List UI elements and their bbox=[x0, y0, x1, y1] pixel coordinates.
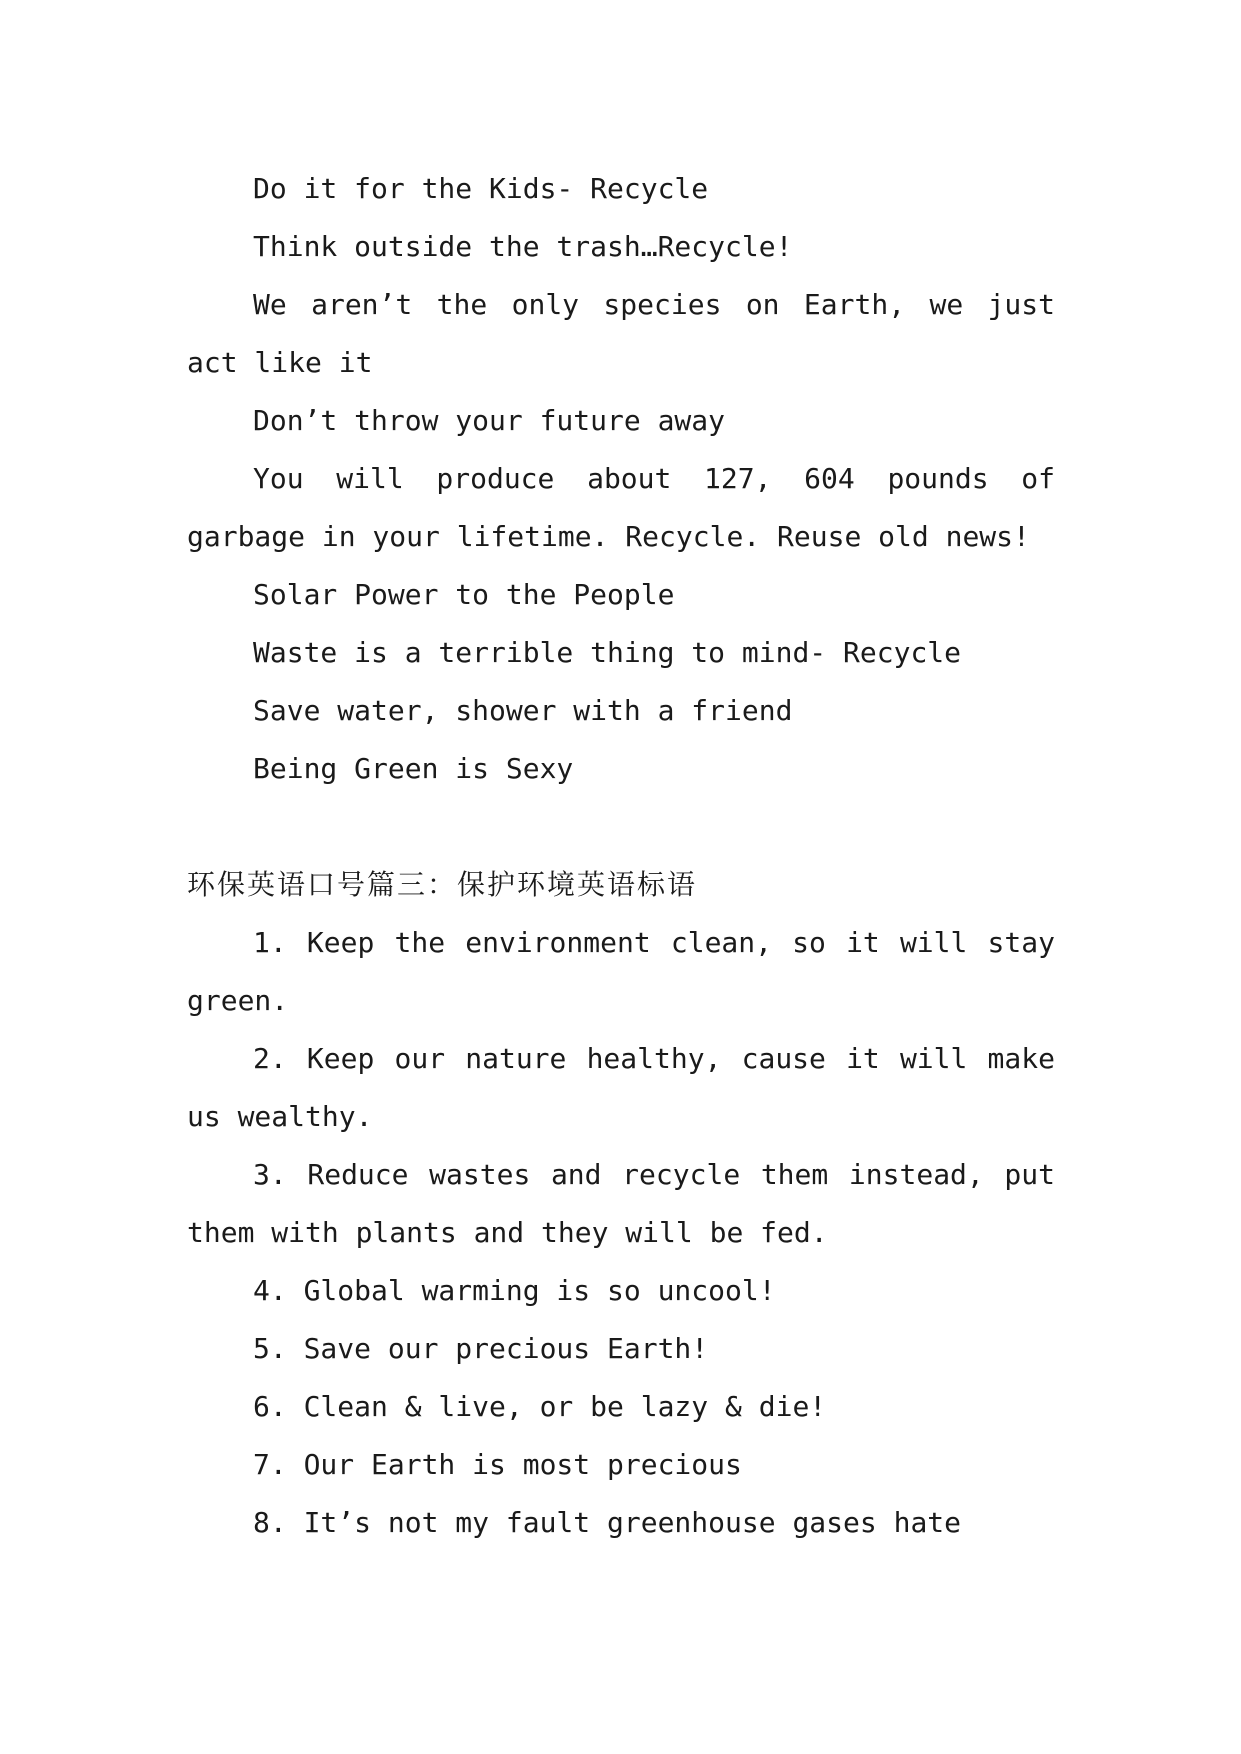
section-spacer bbox=[187, 798, 1055, 856]
slogan-line: Waste is a terrible thing to mind- Recycle bbox=[253, 636, 962, 669]
document-body bbox=[187, 160, 1055, 1552]
numbered-slogan: 4. Global warming is so uncool! bbox=[253, 1274, 776, 1307]
numbered-slogan: 1. Keep the environment clean, so it will stay green. bbox=[187, 926, 1055, 1017]
numbered-slogan: 7. Our Earth is most precious bbox=[253, 1448, 742, 1481]
slogan-line: You will produce about 127, 604 pounds of garbage in your lifetime. Recycle. Reuse old news! bbox=[187, 462, 1055, 553]
slogan-line: Being Green is Sexy bbox=[253, 752, 574, 785]
numbered-slogan: 2. Keep our nature healthy, cause it will make us wealthy. bbox=[187, 1042, 1055, 1133]
slogan-line: Solar Power to the People bbox=[253, 578, 675, 611]
section-heading: 环保英语口号篇三：保护环境英语标语 bbox=[187, 868, 698, 901]
numbered-slogan: 8. It’s not my fault greenhouse gases hate bbox=[253, 1506, 962, 1539]
slogan-line: Do it for the Kids- Recycle bbox=[253, 172, 709, 205]
slogan-line: Think outside the trash…Recycle! bbox=[253, 230, 793, 263]
numbered-slogan: 6. Clean & live, or be lazy & die! bbox=[253, 1390, 827, 1423]
slogan-line: Don’t throw your future away bbox=[253, 404, 726, 437]
numbered-slogan: 5. Save our precious Earth! bbox=[253, 1332, 709, 1365]
numbered-slogan: 3. Reduce wastes and recycle them instead, put them with plants and they will be fed. bbox=[187, 1158, 1055, 1249]
slogan-line: We aren’t the only species on Earth, we just act like it bbox=[187, 288, 1055, 379]
slogan-line: Save water, shower with a friend bbox=[253, 694, 793, 727]
